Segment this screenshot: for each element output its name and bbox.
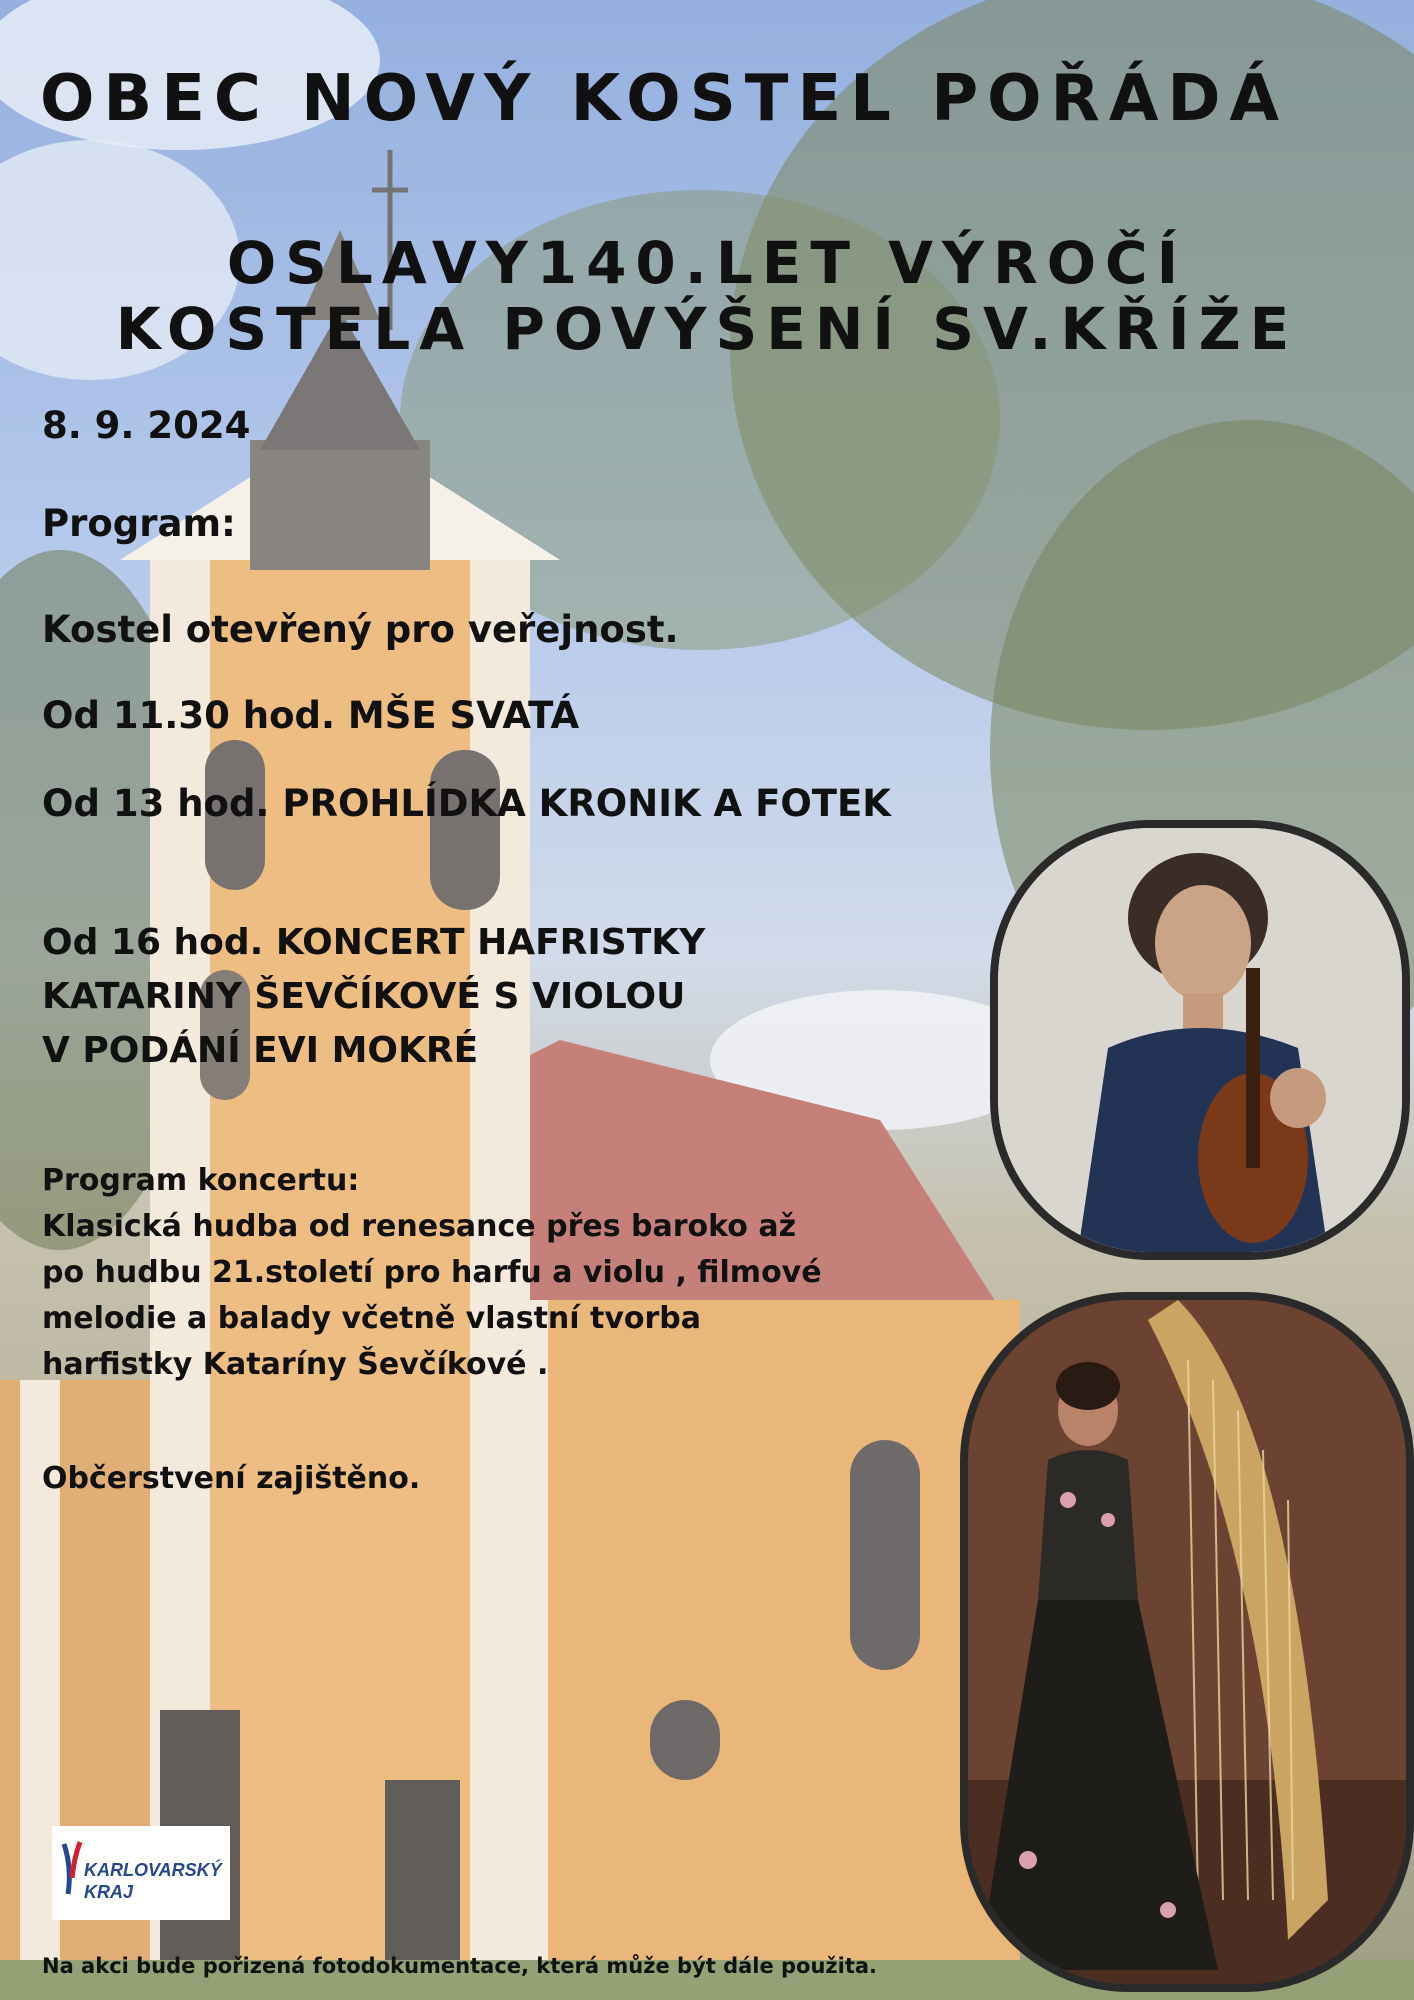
concert-line: Od 16 hod. KONCERT HAFRISTKY [42,922,706,963]
concert-line: V PODÁNÍ EVI MOKRÉ [42,1030,479,1071]
concert-program-line: po hudbu 21.století pro harfu a violu , filmové [42,1255,822,1290]
refreshment-note: Občerstvení zajištěno. [42,1461,421,1496]
harpist-photo [960,1292,1414,1992]
event-title-line2: KOSTELA POVÝŠENÍ SV.KŘÍŽE [115,295,1299,363]
violist-photo [990,820,1410,1260]
concert-program-line: melodie a balady včetně vlastní tvorba [42,1301,702,1336]
event-title [0,230,1414,362]
logo-text-line1: KARLOVARSKÝ [84,1860,222,1880]
program-heading: Program: [42,502,236,545]
program-item: Od 13 hod. PROHLÍDKA KRONIK A FOTEK [42,782,891,825]
program-item: Od 11.30 hod. MŠE SVATÁ [42,694,580,737]
concert-program-line: Klasická hudba od renesance přes baroko až [42,1209,797,1244]
logo-text-line2: KRAJ [84,1882,134,1902]
logo-mark-icon [60,1838,86,1898]
concert-line: KATARINY ŠEVČÍKOVÉ S VIOLOU [42,976,686,1017]
concert-announcement [42,916,705,1078]
event-title-line1: OSLAVY140.LET VÝROČÍ [226,229,1188,297]
concert-program-line: harfistky Kataríny Ševčíkové . [42,1347,549,1382]
footer-note: Na akci bude pořizená fotodokumentace, která může být dále použita. [42,1954,878,1978]
concert-program [42,1158,822,1388]
concert-program-heading: Program koncertu: [42,1163,360,1198]
organizer-heading: OBEC NOVÝ KOSTEL POŘÁDÁ [40,62,1288,136]
program-item: Kostel otevřený pro veřejnost. [42,608,679,651]
event-date: 8. 9. 2024 [42,404,251,447]
karlovarsky-kraj-logo [52,1826,230,1920]
